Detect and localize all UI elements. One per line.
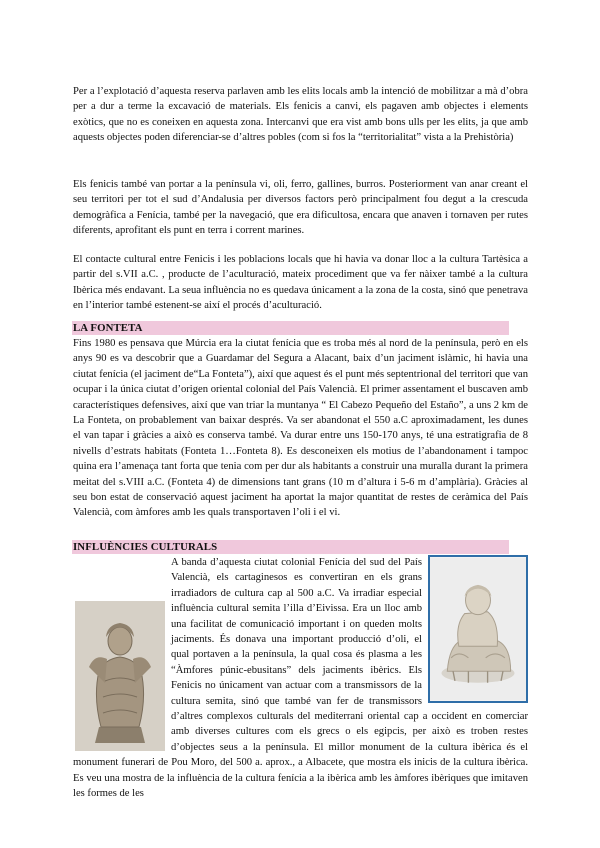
seated-sculpture-image	[430, 557, 526, 701]
paragraph-phoenician-imports: Els fenicis també van portar a la península vi, oli, ferro, gallines, burros. Posteriorment van anar creant el seu territori per tot el sud d’Andalusia per diversos factors però principalment fou degut a la crescuda demogràfica a Fenícia, també per la navegació, que era dificultosa, encara que anaven i tornaven per rutes diferents, aprofitant els punt en terra i corrent marines.	[73, 179, 528, 237]
cultural-influences-block	[73, 555, 528, 802]
paragraph-cultural-influences: A banda d’aquesta ciutat colonial Fenícia del sud del País Valencià, els cartaginesos es convertiran en els grans irradiadors de cultura cap al 500 a.C. Va irradiar especial influència cultural semita l’illa d’Eivissa. Era un lloc amb una facilitat de comunicació important i on queden molts jaciments. És donava una important producció d’oli, el qual portaven a la península, la qual cosa és plasma a les “Àmfores púnic-ebusitans” dels jaciments ibèrics. Els Fenicis no únicament van actuar com a transmissors de la cultura semita, sinó que també van fer de transmissors d’altres complexos culturals del mediterrani oriental cap a occident en comerciar amb diverses cultures com els grecs o els egipcis, per això es troben restes d’objectes seus a la península. El millor monument de la cultura ibèrica és el monument funerari de Pou Moro, del 500 a. aprox., a Albacete, que mostra els inicis de la cultura ibèrica. Es veu una mostra de la influència de la cultura fenícia a la ibèrica amb les àmfores ibèriques que imitaven les formes de les	[73, 557, 528, 800]
dama-sculpture-image	[75, 601, 165, 751]
heading-la-fonteta: LA FONTETA	[72, 321, 509, 335]
heading-cultural-influences: INFLUÈNCIES CULTURALS	[72, 540, 509, 554]
seated-sculpture-photo	[428, 555, 528, 703]
dama-sculpture-photo	[75, 601, 165, 751]
paragraph-la-fonteta: Fins 1980 es pensava que Múrcia era la ciutat fenícia que es troba més al nord de la península, però en els anys 90 es va descobrir que a Guardamar del Segura a Alacant, baix d’un jaciment islàmic, hi havia una ciutat fenícia (el jaciment de“La Fonteta”), així que aquest és el punt més septentrional del territori que van ocupar i la única ciutat d’origen oriental colonial del País Valencià. El primer assentament el buscaven amb característiques defensives, així que van triar la muntanya “ El Cabezo Pequeño del Estaño”, a uns 2 km de La Fonteta, on probablement van baixar després. Va ser abandonat el 550 a.C aproximadament, les dunes el van tapar i gràcies a això es conserva també. Va durar entre uns 150-170 anys, té una estratigrafia de 8 nivells d’estrats habitats (Fonteta 1…Fonteta 8). Es desconeixen els motius de l’abandonament i tampoc quina era l’amenaça tant forta que tenia com per dur als habitants a construir una muralla durant la primera meitat del s.VIII a.C. (Fonteta 4) de dimensions tant grans (10 m d’altura i 5-6 m d’amplària). Gràcies al seu bon estat de conservació aquest jaciment ha aportat la major quantitat de restes de ceràmica del País Valencià, com àmfores amb les quals transportaven l’oli i el vi.	[73, 338, 528, 519]
paragraph-reserve-exploitation: Per a l’explotació d’aquesta reserva parlaven amb les elits locals amb la intenció de mobilitzar a mà d’obra per a dur a terme la excavació de materials. Els fenicis a canvi, els pagaven amb objectes i elements exòtics, que no es coneixen en aquesta zona. Intercanvi que era vist amb bons ulls per les elits, ja que amb aquests objectes poden diferenciar-se d’altres pobles (com si fos la “territorialitat” vista a la Prehistòria)	[73, 86, 528, 144]
paragraph-cultural-contact: El contacte cultural entre Fenicis i les poblacions locals que hi havia va donar lloc a la cultura Tartèsica a partir del s.VII a.C. , producte de l’aculturació, mateix procediment que va fer nàixer també a la cultura Ibèrica més endavant. La seua influència no es quedava únicament a la zona de la costa, sinó que penetrava en l’interior també estenent-se així el procés d’aculturació.	[73, 254, 528, 312]
